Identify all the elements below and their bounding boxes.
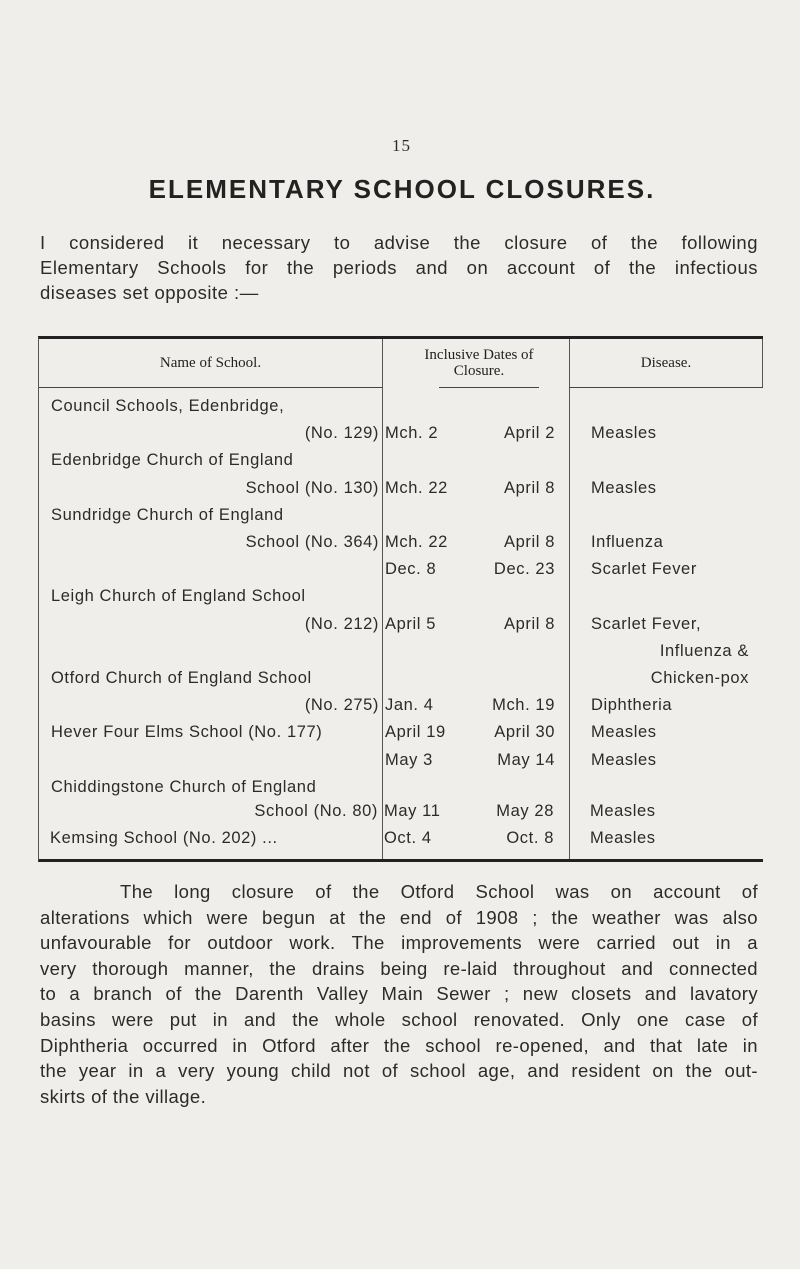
- disease: Influenza &: [659, 641, 749, 660]
- school-number: (No. 212): [304, 614, 379, 633]
- disease: Diphtheria: [591, 696, 673, 715]
- school-name: Hever Four Elms School (No. 177): [51, 723, 323, 742]
- closure-end: April 8: [504, 533, 555, 551]
- closure-end: Mch. 19: [492, 696, 555, 715]
- disease: Measles: [591, 424, 657, 443]
- closure-end: April 2: [504, 424, 555, 443]
- disease: Scarlet Fever,: [591, 614, 702, 633]
- closure-start: May 3: [385, 750, 433, 769]
- column-divider: [569, 339, 570, 859]
- disease: Measles: [591, 478, 657, 497]
- closure-start: April 19: [385, 723, 446, 742]
- closure-end: Oct. 8: [506, 829, 554, 848]
- closure-start: Mch. 22: [385, 533, 448, 551]
- disease: Measles: [590, 829, 656, 848]
- paragraph-line: basins were put in and the whole school renovated. Only one case of: [40, 1008, 758, 1030]
- paragraph-line: to a branch of the Darenth Valley Main Sewer ; new closets and lavatory: [40, 983, 758, 1005]
- closure-start: Mch. 2: [385, 424, 439, 443]
- header-name: Name of School.: [159, 355, 262, 371]
- closure-start: Oct. 4: [384, 829, 432, 848]
- school-number: School (No. 80): [254, 802, 378, 820]
- page-title: ELEMENTARY SCHOOL CLOSURES.: [148, 174, 656, 204]
- closure-start: Mch. 22: [385, 478, 448, 497]
- disease: Scarlet Fever: [591, 560, 697, 579]
- closure-end: April 8: [504, 614, 555, 633]
- closure-end: May 28: [496, 802, 554, 820]
- intro-paragraph: [40, 230, 758, 305]
- closure-start: April 5: [385, 614, 436, 633]
- body-paragraph: [40, 879, 758, 1109]
- disease: Measles: [591, 750, 657, 769]
- closure-start: May 11: [384, 802, 441, 820]
- school-name: Otford Church of England School: [51, 669, 312, 687]
- paragraph-line: The long closure of the Otford School was on account of: [120, 881, 758, 902]
- header-rule: [569, 387, 763, 388]
- page-number: 15: [392, 136, 411, 155]
- paragraph-line: alterations which were begun at the end of 1908 ; the weather was also: [40, 906, 758, 928]
- paragraph-line: the year in a very young child not of school age, and resident on the out-: [40, 1060, 758, 1082]
- intro-line: diseases set opposite :—: [40, 282, 259, 303]
- paragraph-line: skirts of the village.: [40, 1085, 207, 1107]
- school-name: Kemsing School (No. 202) ...: [50, 829, 278, 848]
- header-disease: Disease.: [640, 355, 692, 371]
- school-name: Leigh Church of England School: [51, 587, 306, 606]
- closure-end: Dec. 23: [493, 560, 555, 579]
- closure-start: Jan. 4: [385, 696, 434, 715]
- disease: Measles: [590, 802, 656, 820]
- paragraph-line: unfavourable for outdoor work. The improvements were carried out in a: [40, 932, 758, 954]
- column-divider: [762, 339, 763, 387]
- closure-start: Dec. 8: [385, 560, 437, 579]
- closure-end: April 30: [494, 723, 555, 742]
- header-dates: Inclusive Dates of Closure.: [424, 347, 534, 379]
- header-rule: [439, 387, 539, 388]
- school-name: Sundridge Church of England: [51, 505, 284, 524]
- school-name: Council Schools, Edenbridge,: [51, 397, 285, 415]
- school-number: (No. 129): [304, 424, 379, 443]
- disease: Measles: [591, 723, 657, 742]
- paragraph-line: Diphtheria occurred in Otford after the school re-opened, and that late in: [40, 1034, 758, 1056]
- closure-end: May 14: [497, 750, 555, 769]
- disease: Chicken-pox: [650, 669, 749, 687]
- disease: Influenza: [591, 533, 664, 551]
- paragraph-line: very thorough manner, the drains being re-laid throughout and connected: [40, 957, 758, 979]
- closure-table: [38, 336, 763, 862]
- intro-line: Elementary Schools for the periods and on account of the infectious: [40, 257, 758, 278]
- school-number: School (No. 130): [245, 478, 379, 497]
- intro-line: I considered it necessary to advise the closure of the following: [40, 232, 758, 253]
- closure-end: April 8: [504, 478, 555, 497]
- school-number: School (No. 364): [245, 533, 379, 551]
- school-number: (No. 275): [304, 696, 379, 715]
- school-name: Chiddingstone Church of England: [51, 777, 317, 796]
- school-name: Edenbridge Church of England: [51, 451, 294, 470]
- header-rule: [39, 387, 382, 388]
